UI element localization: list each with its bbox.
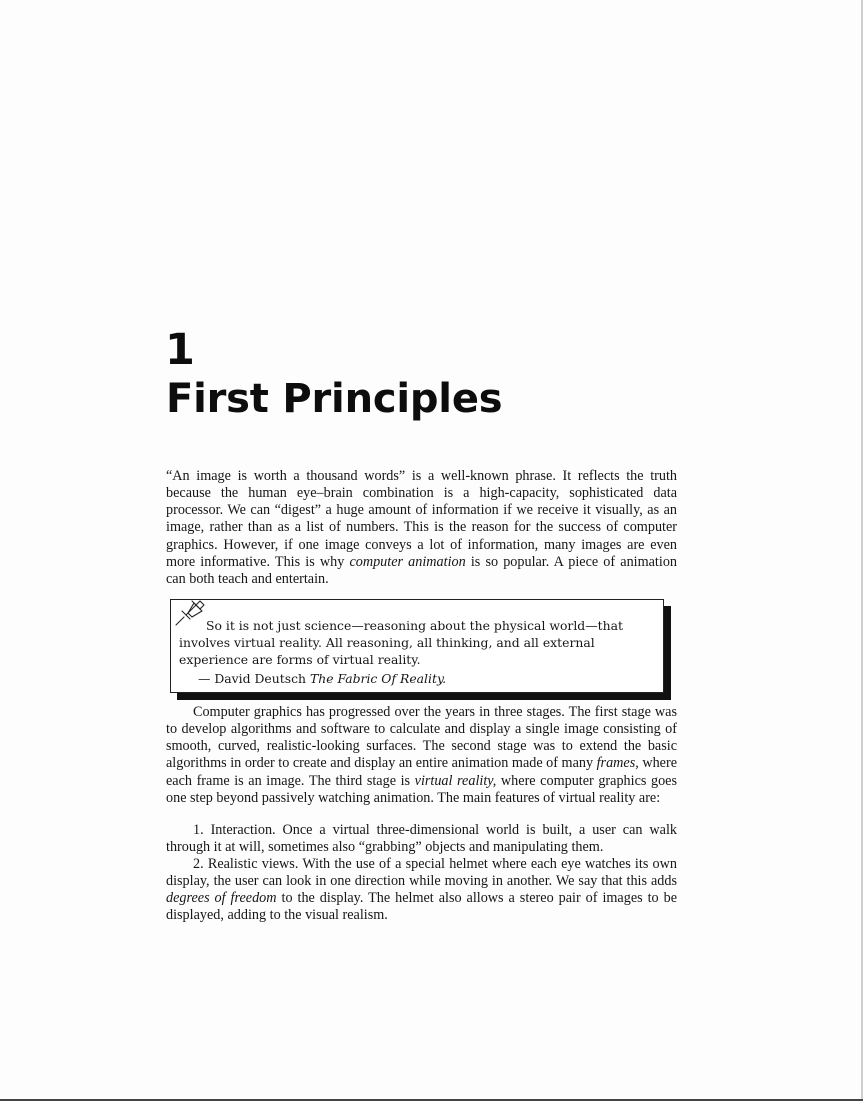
list-item-2-text-2: to the display. The helmet also allows a stereo pair of images to be displayed, adding to the visual realism. (166, 890, 677, 924)
intro-text-2: is so popular. A piece of animation can both teach and entertain. (166, 553, 678, 587)
body-emphasis-frames: frames, (596, 755, 639, 772)
body-text-1: Computer graphics has progressed over the years in three stages. The first stage was to develop algorithms and software to calculate and display a single image consisting of smooth, curved, realistic-looking surfaces. The second stage was to extend the basic algorithms in order to create and display an entire animation made of many (166, 704, 677, 772)
quote-box (170, 599, 664, 693)
intro-emphasis: computer animation (349, 553, 466, 570)
list-item-2-text-1: 2. Realistic views. With the use of a special helmet where each eye watches its own display, the user can look in one direction while moving in another. We say that this adds (166, 856, 677, 890)
body-emphasis-virtual-reality: virtual reality, (414, 772, 497, 789)
list-item (166, 822, 677, 856)
list-item-1-text: 1. Interaction. Once a virtual three-dimensional world is built, a user can walk through it at will, sometimes also “grabbing” objects and manipulating them. (166, 822, 677, 856)
quote-attribution (198, 670, 446, 687)
list-item (166, 856, 677, 925)
intro-paragraph (166, 468, 677, 588)
body-text-3: where computer graphics goes one step beyond passively watching animation. The main features of virtual reality are: (166, 772, 678, 806)
chapter-number: 1 (165, 325, 195, 375)
quote-text (179, 617, 657, 668)
quote-work-title: The Fabric Of Reality. (309, 671, 447, 686)
quote-body: So it is not just science—reasoning about the physical world—that involves virtual reality. All reasoning, all thinking, and all external experience are forms of virtual reality. (179, 618, 623, 668)
list-item-2-emphasis: degrees of freedom (166, 890, 277, 907)
intro-text-1: “An image is worth a thousand words” is a well-known phrase. It reflects the truth because the human eye–brain combination is a high-capacity, sophisticated data processor. We can “digest” a huge amount of information if we receive it visually, as an image, rather than as a list of numbers. This is the reason for the success of computer graphics. However, if one image conveys a lot of information, many images are even more informative. This is why (166, 468, 677, 570)
quote-author: — David Deutsch (198, 671, 306, 686)
body-paragraph (166, 704, 677, 807)
body-text-2: where each frame is an image. The third stage is (166, 755, 677, 789)
chapter-title: First Principles (166, 376, 503, 422)
